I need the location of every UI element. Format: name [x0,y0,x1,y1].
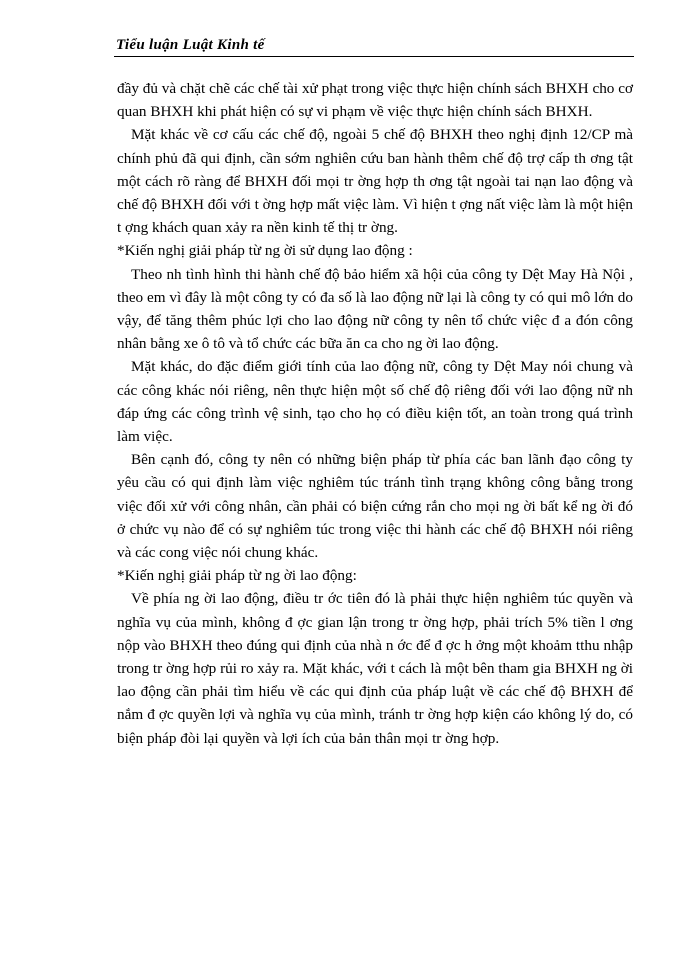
page-header [114,34,634,57]
paragraph-employer-transport-meals: Theo nh tình hình thi hành chế độ bảo hiểm xã hội của công ty Dệt May Hà Nội , theo em vì đây là một công ty có đa số là lao động nữ lại là công ty có qui mô lớn do vậy, để tăng thêm phúc lợi cho lao động nữ công ty nên tổ chức việc đ a đón công nhân bằng xe ô tô và tổ chức các bữa ăn ca cho ng ời lao động. [117,265,633,353]
paragraph-female-workers: Mặt khác, do đặc điểm giới tính của lao động nữ, công ty Dệt May nói chung và các công khác nói riêng, nên thực hiện một số chế độ riêng đối với lao động nữ nh đáp ứng các công trình vệ sinh, tạo cho họ có điều kiện tốt, an toàn trong quá trình làm việc. [117,358,633,446]
paragraph-management-measures: Bên cạnh đó, công ty nên có những biện pháp từ phía các ban lãnh đạo công ty yêu cầu có qui định làm việc nghiêm túc tránh tình trạng không công bằng trong việc đối xử với công nhân, cần phải có biện cứng rắn cho mọi ng ời bất kể ng ời đó ở chức vụ nào để có sự nghiêm túc trong việc thi hành các chế độ BHXH nói riêng và các cong việc nói chung khác. [117,451,633,562]
heading-worker-recommendations: *Kiến nghị giải pháp từ ng ời lao động: [117,567,357,585]
header-title: Tiểu luận Luật Kinh tế [116,37,265,53]
paragraph-benefit-structure: Mặt khác về cơ cấu các chế độ, ngoài 5 chế độ BHXH theo nghị định 12/CP mà chính phủ đã qui định, cần sớm nghiên cứu ban hành thêm chế độ trợ cấp th ơng tật một cách rõ ràng để BHXH đối mọi tr ờng hợp th ơng tật ngoài tai nạn lao động và chế độ BHXH đối với t ờng hợp mất việc làm. Vì hiện t ợng nất việc làm là một hiện t ợng khách quan xảy ra nền kinh tế thị tr ờng. [117,126,633,237]
heading-employer-recommendations: *Kiến nghị giải pháp từ ng ời sử dụng lao động : [117,242,413,260]
document-body [117,77,633,750]
paragraph-worker-obligations: Về phía ng ời lao động, điều tr ớc tiên đó là phải thực hiện nghiêm túc quyền và nghĩa vụ của mình, không đ ợc gian lận trong tr ờng hợp, phải trích 5% tiền l ơng nộp vào BHXH theo đúng qui định của nhà n ớc để đ ợc h ởng một khoảm tthu nhập trong tr ờng hợp rủi ro xảy ra. Mặt khác, với t cách là một bên tham gia BHXH ng ời lao động cần phải tìm hiểu về các qui định của pháp luật về các chế độ BHXH để nắm đ ợc quyền lợi và nghĩa vụ của mình, tránh tr ờng hợp kiện cáo không lý do, có biện pháp đòi lại quyền và lợi ích của bản thân mọi tr ờng hợp. [117,590,633,747]
paragraph-sanction-clause: đầy đủ và chặt chẽ các chế tài xử phạt trong việc thực hiện chính sách BHXH cho cơ quan BHXH khi phát hiện có sự vi phạm về việc thực hiện chính sách BHXH. [117,80,633,121]
